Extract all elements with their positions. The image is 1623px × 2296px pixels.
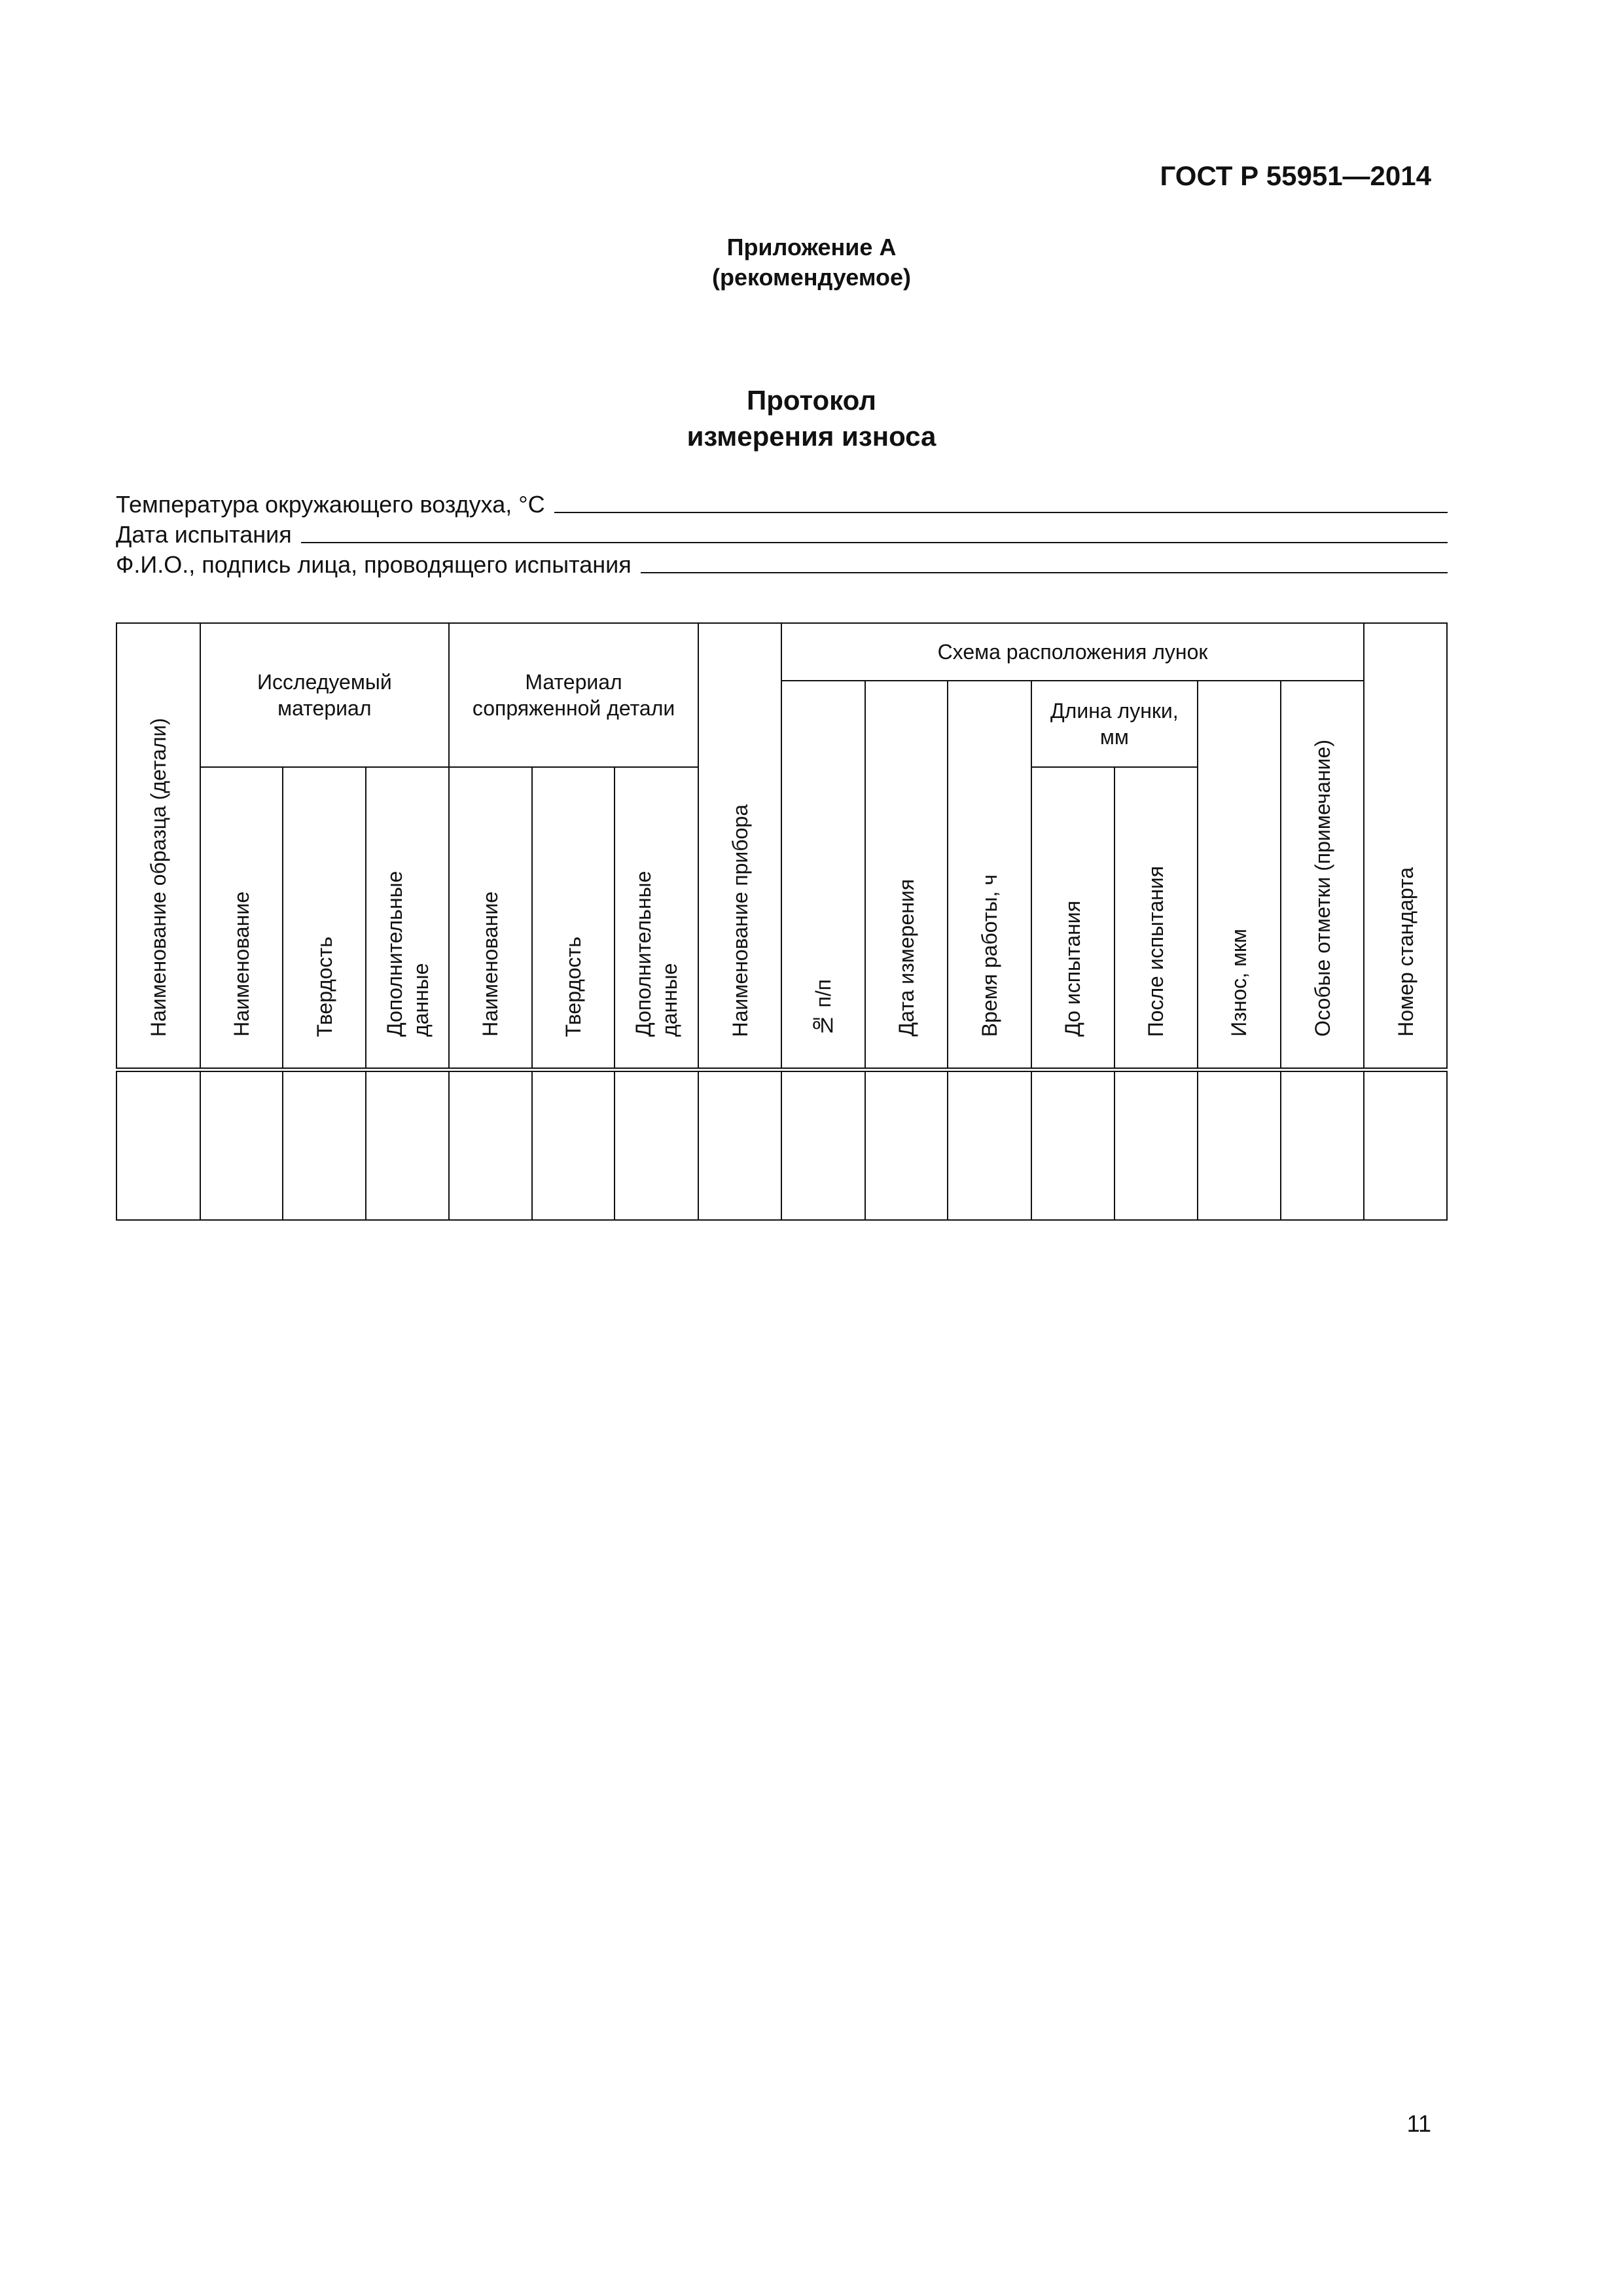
col-measurement-date-label: Дата измерения [894, 879, 918, 1037]
col-operating-time-label: Время работы, ч [978, 874, 1002, 1037]
table-cell[interactable] [948, 1070, 1031, 1221]
wear-protocol-table [116, 622, 1448, 1221]
col-studied-additional [366, 767, 449, 1070]
col-wear-label: Износ, мкм [1227, 929, 1251, 1037]
standard-number: ГОСТ Р 55951—2014 [1160, 160, 1431, 191]
page-number: 11 [1406, 2110, 1431, 2137]
col-special-notes [1281, 681, 1364, 1070]
group-mating-material-label: Материал сопряженной детали [472, 670, 675, 720]
col-mating-additional-label: Дополнительные данные [632, 870, 682, 1037]
col-special-notes-label: Особые отметки (примечание) [1310, 740, 1334, 1037]
air-temperature-line[interactable] [554, 511, 1448, 513]
col-studied-name [200, 767, 283, 1070]
col-mating-additional [615, 767, 698, 1070]
col-studied-additional-label: Дополнительные данные [382, 870, 433, 1037]
col-before-test-label: До испытания [1061, 901, 1085, 1037]
tester-line[interactable] [641, 571, 1448, 573]
table-cell[interactable] [698, 1070, 781, 1221]
col-mating-name [449, 767, 532, 1070]
col-after-test [1115, 767, 1198, 1070]
col-wear [1198, 681, 1281, 1070]
col-mating-hardness-label: Твердость [562, 936, 586, 1037]
table-cell[interactable] [116, 1070, 200, 1221]
col-standard-number-label: Номер стандарта [1393, 867, 1418, 1037]
table-cell[interactable] [449, 1070, 532, 1221]
table-cell[interactable] [532, 1070, 615, 1221]
group-studied-material [200, 623, 449, 767]
table-cell[interactable] [283, 1070, 366, 1221]
table-cell[interactable] [1281, 1070, 1364, 1221]
col-mating-name-label: Наименование [478, 891, 503, 1037]
table-cell[interactable] [366, 1070, 449, 1221]
col-measurement-date [865, 681, 948, 1070]
appendix-status: (рекомендуемое) [712, 264, 911, 291]
air-temperature-field[interactable] [116, 491, 1448, 518]
col-mating-hardness [532, 767, 615, 1070]
col-instrument-name [698, 623, 781, 1070]
test-date-field[interactable] [116, 521, 1448, 548]
table-row [116, 1070, 1447, 1221]
col-sample-name-label: Наименование образца (детали) [146, 717, 170, 1037]
group-hole-layout-label: Схема расположения лунок [937, 640, 1208, 664]
table-cell[interactable] [1115, 1070, 1198, 1221]
group-studied-material-label: Исследуемый материал [257, 670, 392, 720]
protocol-subtitle: измерения износа [687, 421, 936, 452]
col-instrument-name-label: Наименование прибора [728, 804, 752, 1037]
group-hole-layout [781, 623, 1364, 681]
group-hole-length-label: Длина лунки, мм [1050, 699, 1179, 749]
col-studied-name-label: Наименование [230, 891, 254, 1037]
col-standard-number [1364, 623, 1447, 1070]
table-cell[interactable] [1031, 1070, 1115, 1221]
col-sample-name [116, 623, 200, 1070]
test-date-label: Дата испытания [116, 521, 292, 548]
col-operating-time [948, 681, 1031, 1070]
col-before-test [1031, 767, 1115, 1070]
col-studied-hardness-label: Твердость [312, 936, 336, 1037]
tester-field[interactable] [116, 551, 1448, 579]
protocol-title: Протокол [747, 385, 876, 416]
air-temperature-label: Температура окружающего воздуха, °С [116, 491, 545, 518]
table-cell[interactable] [615, 1070, 698, 1221]
col-item-no [781, 681, 865, 1070]
col-studied-hardness [283, 767, 366, 1070]
test-date-line[interactable] [301, 541, 1448, 543]
appendix-title: Приложение А [726, 234, 897, 260]
table-cell[interactable] [781, 1070, 865, 1221]
group-mating-material [449, 623, 698, 767]
table-cell[interactable] [1364, 1070, 1447, 1221]
col-item-no-label: № п/п [811, 978, 835, 1037]
table-cell[interactable] [200, 1070, 283, 1221]
tester-label: Ф.И.О., подпись лица, проводящего испытания [116, 551, 632, 578]
table-cell[interactable] [865, 1070, 948, 1221]
table-cell[interactable] [1198, 1070, 1281, 1221]
group-hole-length [1031, 681, 1197, 767]
col-after-test-label: После испытания [1144, 865, 1168, 1037]
